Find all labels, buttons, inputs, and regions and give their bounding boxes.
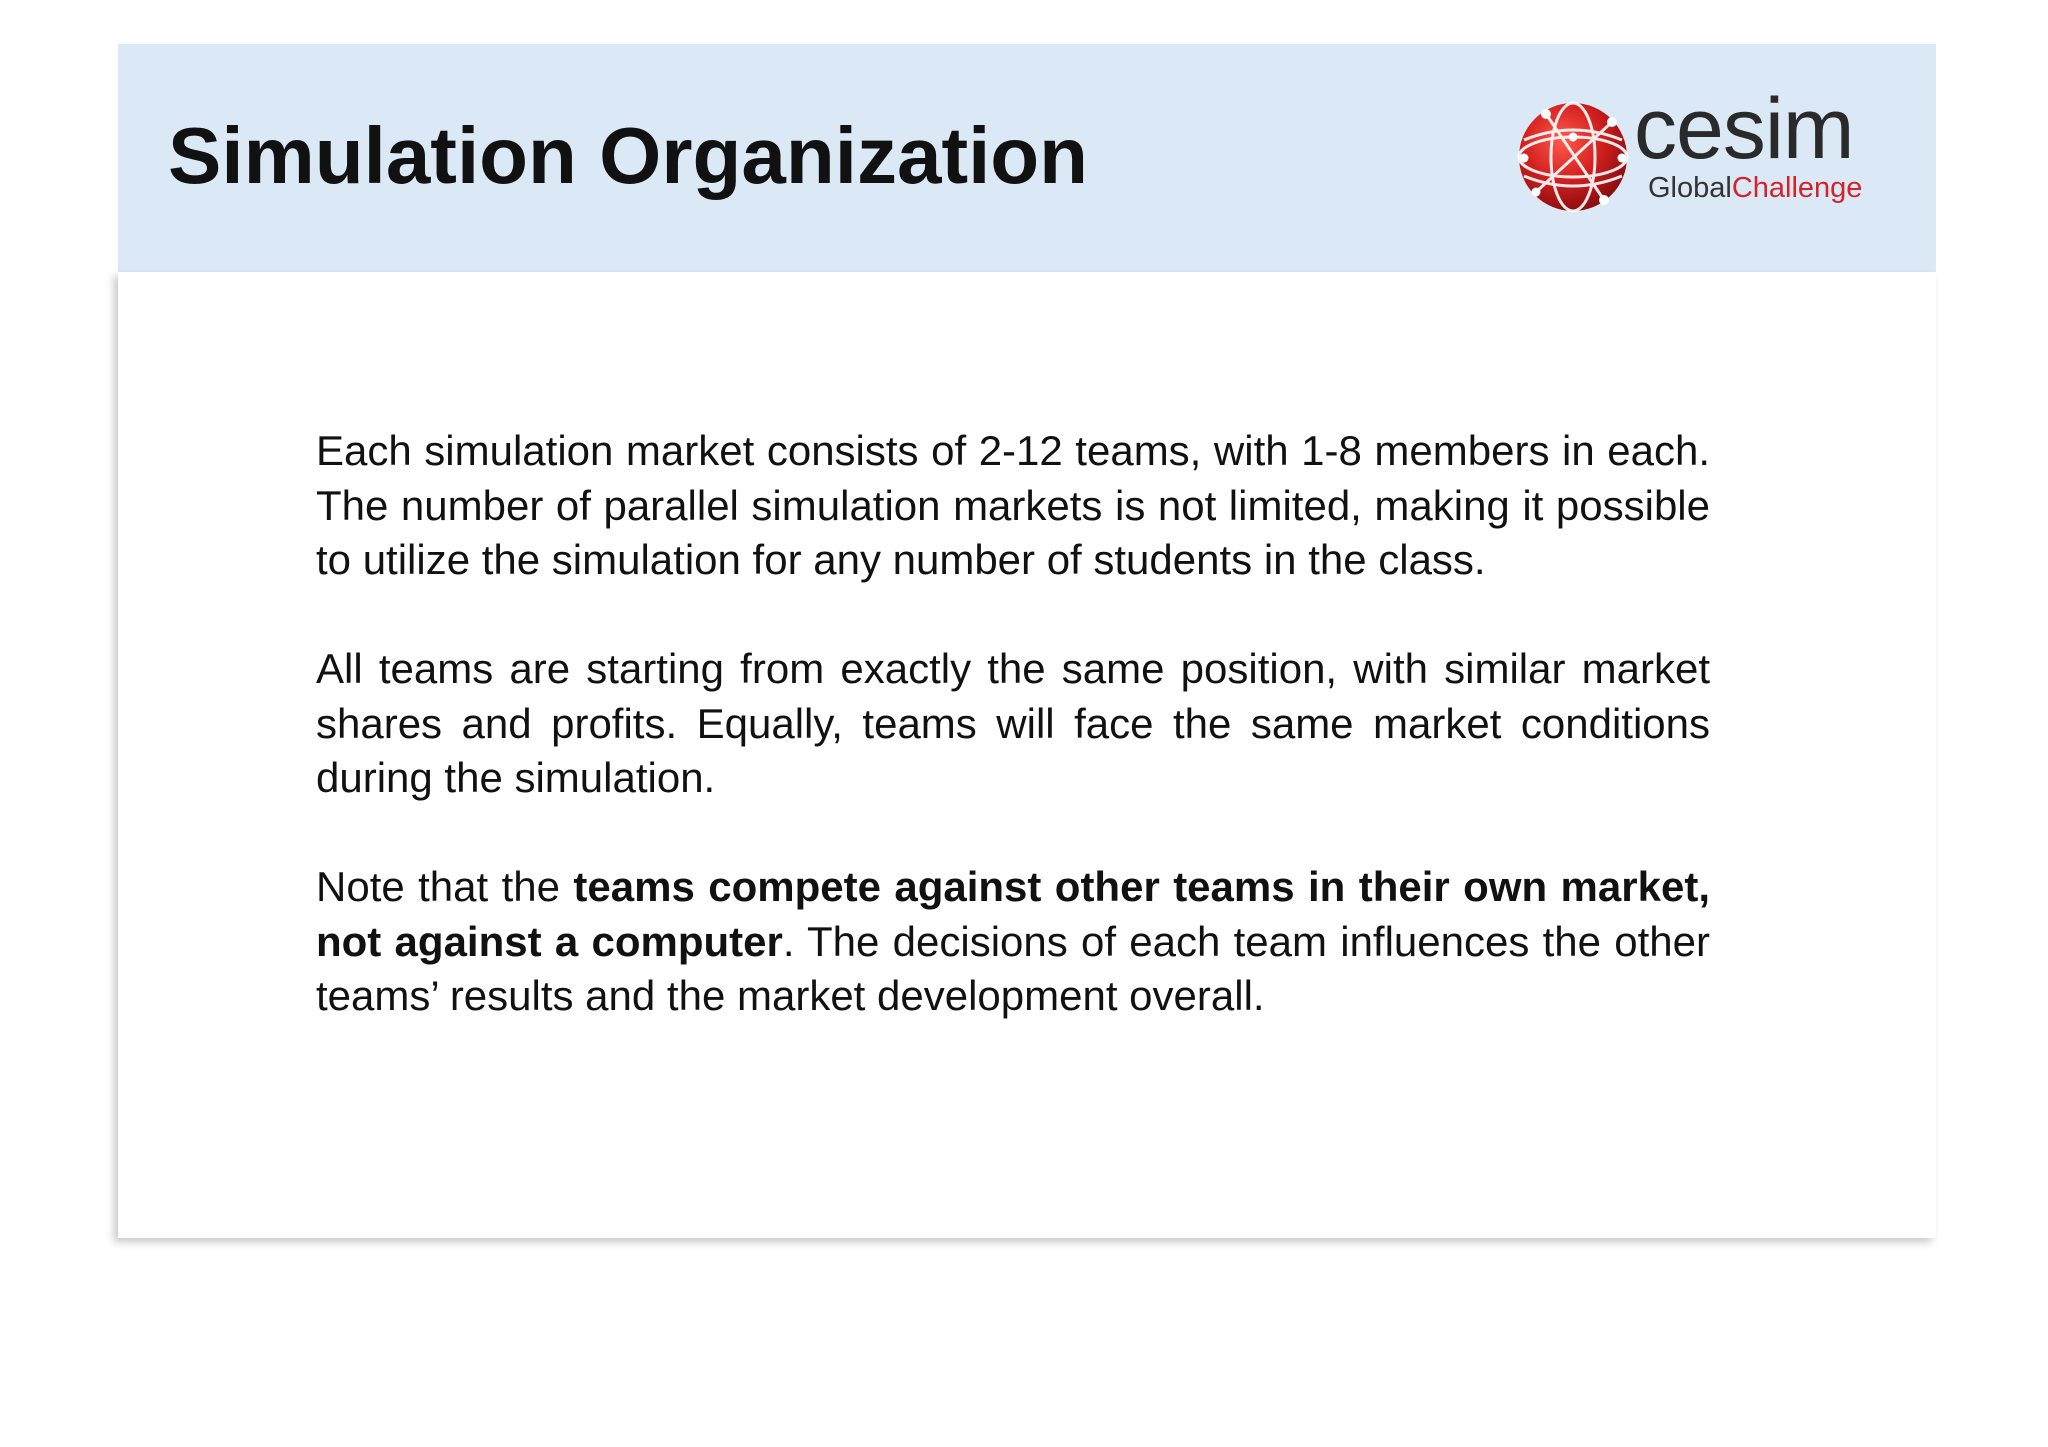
paragraph-competition-lead: Note that the [316,863,574,910]
globe-network-icon [1516,100,1630,214]
brand-subtitle [1648,174,1862,203]
paragraph-competition [316,860,1710,1024]
paragraph-competition-tail: . The decisions of each team influences the other teams’ results and the market development overall. [316,917,1711,1019]
slide [118,44,1936,1408]
paragraph-starting-position: All teams are starting from exactly the same position, with similar market shares and profits. Equally, teams will face the same market conditions during the simulation. [316,645,1710,801]
header-band [118,44,1936,272]
page-number: 7 [1808,1336,1824,1367]
paragraph-competition-bold: teams compete against other teams in their own market, not against a computer [316,863,1710,965]
footer-contact: CESIM OY | HTTP://WWW.CESIM.COM/ | TEL.+358 9 406 660 [338,1339,1042,1367]
cesim-c-logo-icon [238,1326,296,1384]
cesim-global-challenge-logo [1516,81,1916,220]
brand-name: cesim [1634,81,1854,177]
body-text [316,424,1710,1024]
paragraph-teams: Each simulation market consists of 2-12 teams, with 1-8 members in each. The number of parallel simulation markets is not limited, making it possible to utilize the simulation for any number of students in the class. [316,427,1710,583]
brand-subtitle-global: Global [1648,172,1732,204]
footer-contact-line [338,1341,1642,1366]
content-panel [118,272,1936,1238]
footer-address: ARKADIANKATU 21 A, 00100 HELSINKI, FINLAND [1067,1339,1643,1367]
brand-subtitle-challenge: Challenge [1731,172,1863,204]
page-title: Simulation Organization [168,111,1089,200]
